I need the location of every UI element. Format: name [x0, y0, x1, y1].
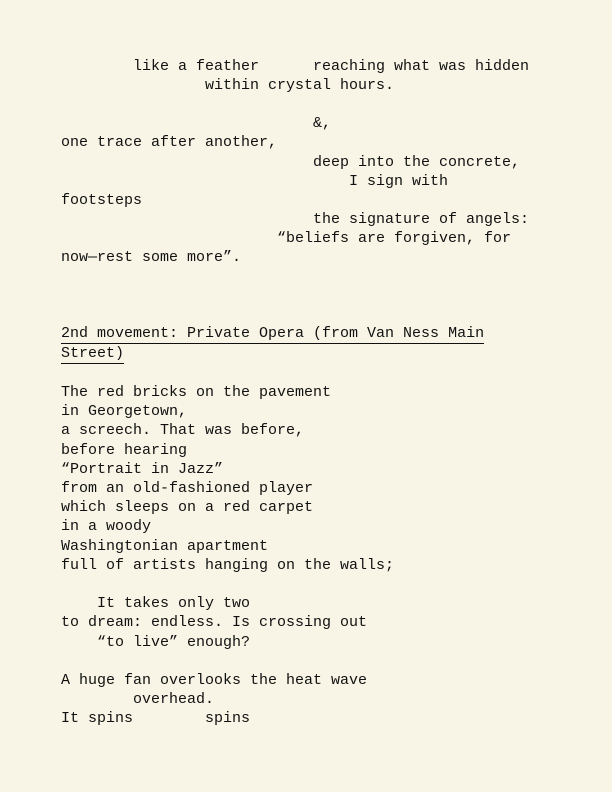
stanza3-line: The red bricks on the pavement: [61, 384, 332, 401]
line-ampersand: &,: [313, 115, 332, 132]
line-footsteps: footsteps: [61, 192, 143, 209]
stanza3-line: before hearing: [61, 442, 188, 459]
line-like-a-feather: like a feather: [133, 58, 260, 75]
stanza3-line: Washingtonian apartment: [61, 538, 269, 555]
stanza3-line: a screech. That was before,: [61, 422, 305, 439]
line-huge-fan: A huge fan overlooks the heat wave: [61, 672, 368, 689]
line-overhead: overhead.: [133, 691, 215, 708]
stanza3-line: which sleeps on a red carpet: [61, 499, 314, 516]
line-signature-angels: the signature of angels:: [313, 211, 530, 228]
stanza3-line: from an old-fashioned player: [61, 480, 314, 497]
line-it-spins: It spins: [61, 710, 134, 727]
line-one-trace: one trace after another,: [61, 134, 278, 151]
line-deep-concrete: deep into the concrete,: [313, 154, 521, 171]
line-reaching: reaching what was hidden: [313, 58, 530, 75]
line-takes-only-two: It takes only two: [97, 595, 251, 612]
line-rest-some-more: now—rest some more”.: [61, 249, 242, 266]
stanza3-line: in a woody: [61, 518, 152, 535]
line-i-sign: I sign with: [349, 173, 449, 190]
section-heading-line1: 2nd movement: Private Opera (from Van Ness Main: [61, 325, 485, 342]
line-within-crystal: within crystal hours.: [205, 77, 395, 94]
stanza3-line: “Portrait in Jazz”: [61, 461, 224, 478]
stanza3-line: full of artists hanging on the walls;: [61, 557, 395, 574]
line-beliefs: “beliefs are forgiven, for: [277, 230, 512, 247]
line-to-dream: to dream: endless. Is crossing out: [61, 614, 368, 631]
stanza3-line: in Georgetown,: [61, 403, 188, 420]
line-spins-second: spins: [205, 710, 251, 727]
section-heading-line2: Street): [61, 345, 125, 362]
line-to-live: “to live” enough?: [97, 634, 251, 651]
